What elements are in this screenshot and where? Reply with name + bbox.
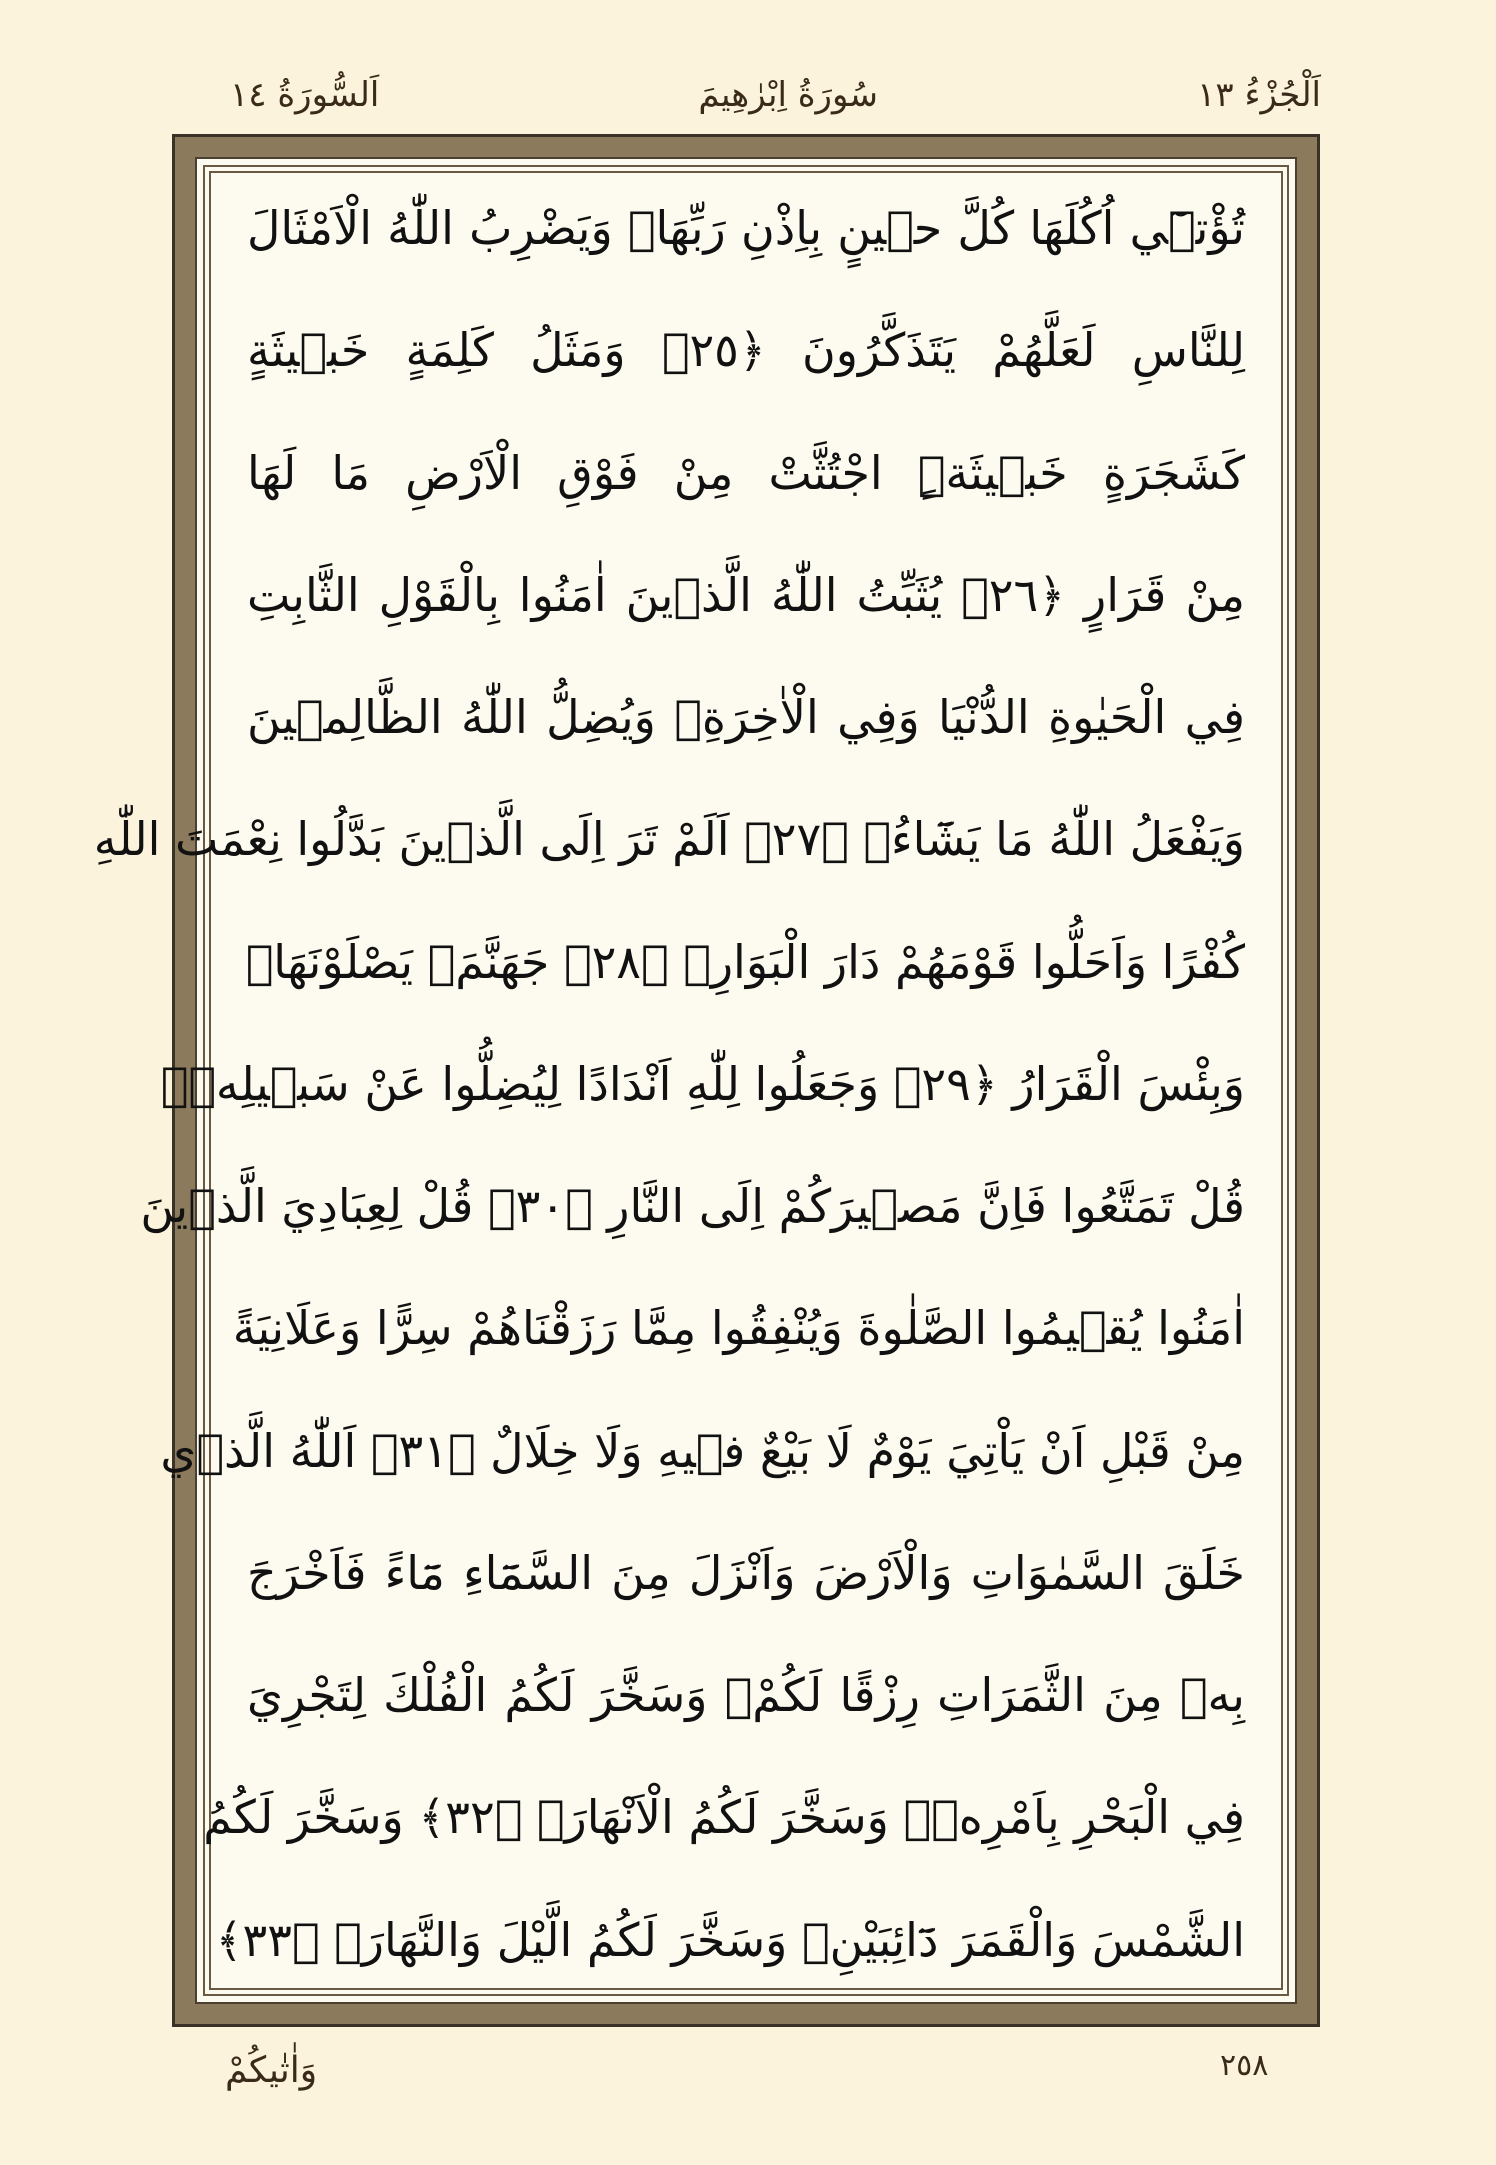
text-line: مِنْ قَبْلِ اَنْ يَاْتِيَ يَوْمٌ لَا بَيْعٌ فٖيهِ وَلَا خِلَالٌ ﴿٣١﴾ اَللّٰهُ الَّذٖي — [160, 1423, 1245, 1478]
text-line: فِي الْبَحْرِ بِاَمْرِهٖۚ وَسَخَّرَ لَكُمُ الْاَنْهَارَۚ ﴿٣٢﴾ وَسَخَّرَ لَكُمُ — [203, 1790, 1245, 1845]
text-line: بِهٖ مِنَ الثَّمَرَاتِ رِزْقًا لَكُمْۚ وَسَخَّرَ لَكُمُ الْفُلْكَ لِتَجْرِيَ — [247, 1668, 1245, 1723]
page-frame — [93, 134, 1320, 2027]
page-header — [230, 70, 1321, 120]
verse-text — [93, 201, 1245, 1968]
text-line: كُفْرًا وَاَحَلُّوا قَوْمَهُمْ دَارَ الْبَوَارِۙ ﴿٢٨﴾ جَهَنَّمَۚ يَصْلَوْنَهَاۜ — [245, 934, 1245, 989]
text-line: وَيَفْعَلُ اللّٰهُ مَا يَشَٓاءُ۟ ﴿٢٧﴾ اَلَمْ تَرَ اِلَى الَّذٖينَ بَدَّلُوا نِعْمَتَ اللّٰهِ — [93, 812, 1245, 867]
surah-name: سُورَةُ اِبْرٰهِيمَ — [698, 75, 879, 115]
page-number: ٢٥٨ — [1220, 2048, 1269, 2083]
text-line: تُؤْتٖٓي اُكُلَهَا كُلَّ حٖينٍ بِاِذْنِ رَبِّهَاۜ وَيَضْرِبُ اللّٰهُ الْاَمْثَالَ — [247, 201, 1245, 255]
text-line: فِي الْحَيٰوةِ الدُّنْيَا وَفِي الْاٰخِرَةِۚ وَيُضِلُّ اللّٰهُ الظَّالِمٖينَ — [247, 690, 1245, 745]
text-line: لِلنَّاسِ لَعَلَّهُمْ يَتَذَكَّرُونَ ﴿٢٥﴾ وَمَثَلُ كَلِمَةٍ خَبٖيثَةٍ — [247, 323, 1245, 378]
catchword: وَاٰتٰيكُمْ — [225, 2050, 318, 2091]
text-line: الشَّمْسَ وَالْقَمَرَ دَٓائِبَيْنِۚ وَسَخَّرَ لَكُمُ الَّيْلَ وَالنَّهَارَۚ ﴿٣٣﴾ — [215, 1912, 1245, 1967]
surah-number-label: اَلسُّورَةُ ١٤ — [230, 75, 380, 115]
text-line: خَلَقَ السَّمٰوَاتِ وَالْاَرْضَ وَاَنْزَلَ مِنَ السَّمَٓاءِ مَٓاءً فَاَخْرَجَ — [247, 1545, 1245, 1600]
text-line: اٰمَنُوا يُقٖيمُوا الصَّلٰوةَ وَيُنْفِقُوا مِمَّا رَزَقْنَاهُمْ سِرًّا وَعَلَانِيَةً — [232, 1301, 1245, 1356]
text-line: مِنْ قَرَارٍ ﴿٢٦﴾ يُثَبِّتُ اللّٰهُ الَّذٖينَ اٰمَنُوا بِالْقَوْلِ الثَّابِتِ — [247, 567, 1245, 622]
text-line: قُلْ تَمَتَّعُوا فَاِنَّ مَصٖيرَكُمْ اِلَى النَّارِ ﴿٣٠﴾ قُلْ لِعِبَادِيَ الَّذٖينَ — [140, 1179, 1245, 1234]
text-line: وَبِئْسَ الْقَرَارُ ﴿٢٩﴾ وَجَعَلُوا لِلّٰهِ اَنْدَادًا لِيُضِلُّوا عَنْ سَبٖيلِهٖۜ — [160, 1056, 1245, 1111]
text-line: كَشَجَرَةٍ خَبٖيثَةٍۨ اجْتُثَّتْ مِنْ فَوْقِ الْاَرْضِ مَا لَهَا — [247, 445, 1245, 500]
juz-label: اَلْجُزْءُ ١٣ — [1197, 75, 1321, 115]
text-panel — [93, 157, 1297, 2004]
